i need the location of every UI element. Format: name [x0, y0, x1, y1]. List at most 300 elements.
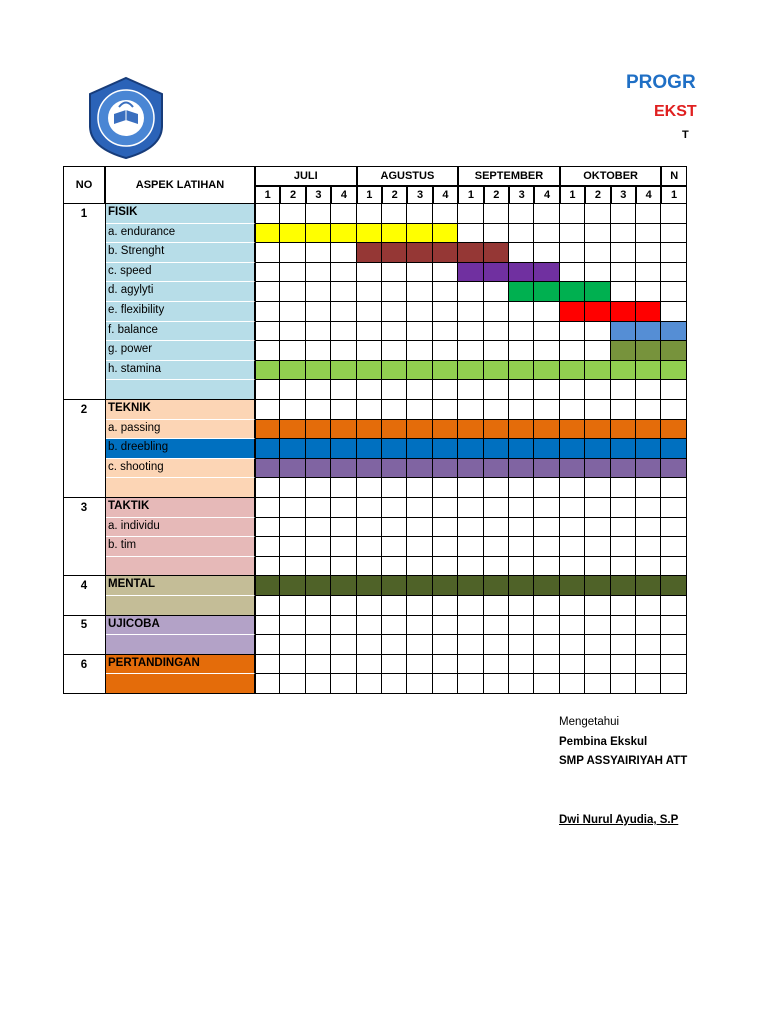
- week-header: 3: [509, 186, 534, 204]
- schedule-cell: [331, 557, 356, 577]
- schedule-cell: [357, 616, 382, 636]
- schedule-cell: [484, 341, 509, 361]
- schedule-cell: [661, 459, 686, 479]
- schedule-cell: [484, 439, 509, 459]
- schedule-cell: [255, 204, 280, 224]
- schedule-cell: [255, 557, 280, 577]
- schedule-cell: [661, 263, 686, 283]
- sign-school: SMP ASSYAIRIYAH ATT: [559, 755, 688, 767]
- schedule-cell: [484, 459, 509, 479]
- schedule-cell: [661, 224, 686, 244]
- schedule-cell: [458, 616, 483, 636]
- schedule-cell: [382, 635, 407, 655]
- schedule-cell: [560, 380, 585, 400]
- schedule-cell: [534, 557, 559, 577]
- schedule-cell: [611, 341, 636, 361]
- aspect-label: h. stamina: [108, 362, 162, 375]
- schedule-cell: [407, 459, 432, 479]
- schedule-cell: [306, 557, 331, 577]
- aspect-cell: [105, 616, 255, 636]
- schedule-cell: [484, 674, 509, 694]
- schedule-cell: [331, 420, 356, 440]
- schedule-cell: [255, 361, 280, 381]
- schedule-cell: [661, 498, 686, 518]
- schedule-cell: [331, 576, 356, 596]
- schedule-cell: [280, 302, 305, 322]
- aspect-label: FISIK: [108, 206, 138, 218]
- section-separator: [63, 654, 255, 655]
- schedule-cell: [331, 322, 356, 342]
- schedule-cell: [306, 616, 331, 636]
- schedule-cell: [585, 518, 610, 538]
- schedule-cell: [534, 282, 559, 302]
- schedule-cell: [611, 674, 636, 694]
- grid-line: [255, 204, 256, 694]
- schedule-cell: [636, 263, 661, 283]
- schedule-cell: [458, 243, 483, 263]
- schedule-cell: [560, 576, 585, 596]
- schedule-cell: [331, 224, 356, 244]
- schedule-cell: [458, 400, 483, 420]
- schedule-cell: [484, 537, 509, 557]
- schedule-cell: [661, 400, 686, 420]
- schedule-cell: [357, 224, 382, 244]
- aspect-cell: [105, 380, 255, 400]
- schedule-cell: [636, 243, 661, 263]
- schedule-cell: [585, 655, 610, 675]
- schedule-cell: [357, 518, 382, 538]
- schedule-cell: [611, 537, 636, 557]
- schedule-cell: [255, 635, 280, 655]
- schedule-cell: [484, 557, 509, 577]
- schedule-cell: [433, 498, 458, 518]
- schedule-cell: [611, 224, 636, 244]
- schedule-cell: [661, 518, 686, 538]
- schedule-cell: [560, 459, 585, 479]
- schedule-cell: [509, 518, 534, 538]
- schedule-cell: [357, 596, 382, 616]
- schedule-cell: [534, 635, 559, 655]
- schedule-cell: [534, 380, 559, 400]
- schedule-cell: [407, 635, 432, 655]
- grid-line: [105, 204, 106, 694]
- schedule-cell: [509, 243, 534, 263]
- section-separator: [63, 575, 255, 576]
- schedule-cell: [484, 518, 509, 538]
- schedule-cell: [382, 576, 407, 596]
- schedule-cell: [458, 361, 483, 381]
- schedule-cell: [458, 380, 483, 400]
- schedule-cell: [433, 439, 458, 459]
- schedule-cell: [484, 478, 509, 498]
- schedule-cell: [636, 400, 661, 420]
- schedule-cell: [585, 282, 610, 302]
- schedule-cell: [331, 400, 356, 420]
- schedule-cell: [331, 341, 356, 361]
- schedule-cell: [509, 400, 534, 420]
- schedule-cell: [534, 537, 559, 557]
- schedule-cell: [255, 478, 280, 498]
- schedule-cell: [611, 322, 636, 342]
- schedule-cell: [636, 459, 661, 479]
- schedule-cell: [585, 439, 610, 459]
- schedule-cell: [560, 243, 585, 263]
- schedule-cell: [509, 361, 534, 381]
- schedule-cell: [306, 498, 331, 518]
- schedule-cell: [280, 204, 305, 224]
- schedule-cell: [407, 537, 432, 557]
- schedule-cell: [280, 243, 305, 263]
- row-number: 3: [80, 501, 88, 514]
- schedule-cell: [661, 302, 686, 322]
- schedule-cell: [534, 478, 559, 498]
- schedule-cell: [280, 498, 305, 518]
- schedule-cell: [509, 459, 534, 479]
- row-number: 4: [80, 580, 88, 593]
- schedule-cell: [357, 674, 382, 694]
- schedule-cell: [382, 459, 407, 479]
- schedule-cell: [661, 420, 686, 440]
- schedule-cell: [509, 635, 534, 655]
- schedule-cell: [585, 341, 610, 361]
- aspect-cell: [105, 204, 255, 224]
- row-number: 6: [80, 658, 88, 671]
- schedule-cell: [560, 674, 585, 694]
- schedule-cell: [534, 361, 559, 381]
- schedule-cell: [433, 380, 458, 400]
- schedule-cell: [509, 596, 534, 616]
- schedule-cell: [509, 263, 534, 283]
- schedule-cell: [636, 478, 661, 498]
- schedule-cell: [636, 224, 661, 244]
- schedule-cell: [611, 557, 636, 577]
- schedule-cell: [534, 576, 559, 596]
- schedule-cell: [357, 498, 382, 518]
- schedule-cell: [509, 224, 534, 244]
- week-header: 4: [636, 186, 661, 204]
- schedule-cell: [306, 224, 331, 244]
- schedule-cell: [382, 557, 407, 577]
- schedule-cell: [407, 380, 432, 400]
- schedule-cell: [331, 674, 356, 694]
- week-header: 3: [407, 186, 432, 204]
- schedule-cell: [534, 420, 559, 440]
- aspect-label: TAKTIK: [108, 500, 150, 512]
- schedule-cell: [636, 420, 661, 440]
- schedule-cell: [407, 616, 432, 636]
- schedule-cell: [560, 557, 585, 577]
- schedule-cell: [611, 420, 636, 440]
- schedule-cell: [661, 537, 686, 557]
- schedule-cell: [560, 439, 585, 459]
- schedule-cell: [611, 498, 636, 518]
- week-header: 4: [331, 186, 356, 204]
- schedule-cell: [484, 420, 509, 440]
- schedule-cell: [484, 322, 509, 342]
- schedule-cell: [331, 616, 356, 636]
- schedule-cell: [357, 204, 382, 224]
- schedule-cell: [255, 439, 280, 459]
- schedule-cell: [458, 302, 483, 322]
- schedule-cell: [306, 380, 331, 400]
- schedule-cell: [534, 439, 559, 459]
- schedule-cell: [458, 204, 483, 224]
- schedule-cell: [280, 400, 305, 420]
- schedule-cell: [357, 263, 382, 283]
- schedule-cell: [560, 478, 585, 498]
- schedule-cell: [280, 420, 305, 440]
- schedule-cell: [255, 576, 280, 596]
- schedule-cell: [484, 498, 509, 518]
- schedule-cell: [560, 537, 585, 557]
- schedule-cell: [636, 518, 661, 538]
- schedule-cell: [255, 655, 280, 675]
- week-header: 2: [280, 186, 305, 204]
- aspect-cell: [105, 341, 255, 361]
- schedule-cell: [331, 302, 356, 322]
- schedule-cell: [255, 322, 280, 342]
- schedule-cell: [458, 478, 483, 498]
- schedule-cell: [611, 616, 636, 636]
- schedule-cell: [306, 655, 331, 675]
- aspect-label: TEKNIK: [108, 402, 151, 414]
- schedule-cell: [661, 557, 686, 577]
- schedule-cell: [306, 439, 331, 459]
- schedule-cell: [560, 361, 585, 381]
- schedule-cell: [636, 596, 661, 616]
- schedule-cell: [585, 420, 610, 440]
- schedule-cell: [458, 420, 483, 440]
- schedule-cell: [433, 204, 458, 224]
- schedule-cell: [306, 204, 331, 224]
- schedule-cell: [509, 282, 534, 302]
- schedule-cell: [407, 361, 432, 381]
- schedule-cell: [382, 400, 407, 420]
- schedule-cell: [585, 361, 610, 381]
- schedule-cell: [280, 576, 305, 596]
- schedule-cell: [560, 341, 585, 361]
- schedule-cell: [357, 341, 382, 361]
- schedule-cell: [636, 655, 661, 675]
- schedule-cell: [433, 400, 458, 420]
- schedule-cell: [357, 537, 382, 557]
- schedule-cell: [280, 361, 305, 381]
- schedule-cell: [433, 557, 458, 577]
- schedule-cell: [382, 322, 407, 342]
- schedule-cell: [611, 282, 636, 302]
- schedule-cell: [509, 537, 534, 557]
- schedule-cell: [509, 341, 534, 361]
- aspect-label: UJICOBA: [108, 617, 160, 630]
- schedule-cell: [433, 537, 458, 557]
- schedule-cell: [509, 498, 534, 518]
- aspect-label: a. passing: [108, 421, 161, 434]
- schedule-cell: [560, 302, 585, 322]
- aspect-cell: [105, 420, 255, 440]
- schedule-cell: [585, 204, 610, 224]
- schedule-cell: [636, 361, 661, 381]
- schedule-cell: [484, 616, 509, 636]
- schedule-cell: [484, 635, 509, 655]
- schedule-cell: [661, 282, 686, 302]
- schedule-cell: [280, 224, 305, 244]
- aspect-cell: [105, 459, 255, 479]
- schedule-cell: [611, 439, 636, 459]
- schedule-cell: [407, 302, 432, 322]
- month-header: OKTOBER: [560, 166, 662, 186]
- schedule-cell: [611, 243, 636, 263]
- schedule-cell: [280, 380, 305, 400]
- schedule-cell: [611, 478, 636, 498]
- schedule-cell: [484, 224, 509, 244]
- schedule-cell: [585, 224, 610, 244]
- schedule-cell: [255, 302, 280, 322]
- schedule-cell: [407, 224, 432, 244]
- doc-title: PROGR: [626, 72, 696, 93]
- schedule-cell: [585, 498, 610, 518]
- schedule-cell: [484, 596, 509, 616]
- schedule-cell: [331, 361, 356, 381]
- schedule-cell: [280, 439, 305, 459]
- schedule-cell: [458, 263, 483, 283]
- schedule-cell: [255, 380, 280, 400]
- schedule-cell: [611, 655, 636, 675]
- schedule-cell: [382, 616, 407, 636]
- schedule-cell: [534, 596, 559, 616]
- schedule-cell: [433, 655, 458, 675]
- schedule-cell: [357, 361, 382, 381]
- schedule-cell: [433, 635, 458, 655]
- schedule-cell: [407, 596, 432, 616]
- schedule-cell: [306, 302, 331, 322]
- schedule-cell: [636, 204, 661, 224]
- schedule-cell: [407, 263, 432, 283]
- schedule-cell: [585, 616, 610, 636]
- schedule-cell: [433, 243, 458, 263]
- aspect-cell: [105, 243, 255, 263]
- schedule-cell: [331, 596, 356, 616]
- schedule-cell: [611, 459, 636, 479]
- schedule-cell: [560, 263, 585, 283]
- schedule-cell: [484, 655, 509, 675]
- schedule-cell: [636, 537, 661, 557]
- schedule-cell: [585, 596, 610, 616]
- schedule-cell: [357, 459, 382, 479]
- table-bottom-line: [63, 693, 687, 694]
- schedule-cell: [484, 361, 509, 381]
- schedule-cell: [534, 322, 559, 342]
- aspect-label: PERTANDINGAN: [108, 656, 200, 669]
- schedule-cell: [585, 576, 610, 596]
- schedule-cell: [585, 302, 610, 322]
- schedule-cell: [458, 518, 483, 538]
- schedule-cell: [280, 635, 305, 655]
- week-header: 1: [560, 186, 585, 204]
- schedule-cell: [661, 655, 686, 675]
- schedule-cell: [331, 655, 356, 675]
- schedule-cell: [484, 400, 509, 420]
- schedule-cell: [636, 557, 661, 577]
- schedule-cell: [458, 498, 483, 518]
- schedule-cell: [331, 243, 356, 263]
- week-header: 4: [433, 186, 458, 204]
- schedule-cell: [636, 635, 661, 655]
- schedule-cell: [382, 380, 407, 400]
- aspect-cell: [105, 322, 255, 342]
- aspect-label: g. power: [108, 343, 153, 356]
- schedule-cell: [407, 282, 432, 302]
- schedule-cell: [534, 341, 559, 361]
- aspect-cell: [105, 518, 255, 538]
- aspect-label: a. endurance: [108, 225, 176, 238]
- schedule-cell: [433, 361, 458, 381]
- schedule-cell: [585, 478, 610, 498]
- aspect-label: f. balance: [108, 323, 158, 336]
- schedule-cell: [458, 635, 483, 655]
- schedule-cell: [509, 420, 534, 440]
- schedule-cell: [636, 341, 661, 361]
- schedule-cell: [331, 204, 356, 224]
- schedule-cell: [484, 302, 509, 322]
- schedule-cell: [382, 498, 407, 518]
- schedule-cell: [382, 537, 407, 557]
- schedule-cell: [560, 204, 585, 224]
- week-header: 3: [306, 186, 331, 204]
- schedule-cell: [509, 655, 534, 675]
- schedule-cell: [433, 302, 458, 322]
- schedule-cell: [611, 361, 636, 381]
- schedule-cell: [509, 439, 534, 459]
- schedule-cell: [585, 537, 610, 557]
- schedule-cell: [407, 557, 432, 577]
- schedule-cell: [458, 537, 483, 557]
- schedule-cell: [433, 616, 458, 636]
- aspect-cell: [105, 224, 255, 244]
- schedule-cell: [407, 655, 432, 675]
- schedule-cell: [382, 243, 407, 263]
- schedule-cell: [357, 420, 382, 440]
- schedule-cell: [433, 282, 458, 302]
- schedule-cell: [661, 478, 686, 498]
- schedule-cell: [661, 576, 686, 596]
- schedule-cell: [255, 518, 280, 538]
- schedule-cell: [306, 420, 331, 440]
- schedule-cell: [585, 459, 610, 479]
- schedule-cell: [560, 518, 585, 538]
- schedule-cell: [534, 498, 559, 518]
- aspect-cell: [105, 361, 255, 381]
- schedule-cell: [357, 655, 382, 675]
- aspect-label: b. tim: [108, 539, 137, 552]
- schedule-cell: [280, 282, 305, 302]
- schedule-cell: [331, 263, 356, 283]
- schedule-cell: [661, 380, 686, 400]
- schedule-cell: [611, 400, 636, 420]
- sign-acknowledged: Mengetahui: [559, 716, 620, 728]
- doc-line3: T: [682, 129, 689, 141]
- aspect-label: c. speed: [108, 264, 152, 277]
- schedule-cell: [458, 322, 483, 342]
- section-separator: [63, 615, 255, 616]
- schedule-cell: [636, 322, 661, 342]
- schedule-cell: [661, 341, 686, 361]
- week-header: 1: [255, 186, 280, 204]
- schedule-cell: [280, 537, 305, 557]
- row-number: 5: [80, 619, 88, 632]
- schedule-cell: [331, 459, 356, 479]
- schedule-cell: [280, 341, 305, 361]
- schedule-cell: [382, 282, 407, 302]
